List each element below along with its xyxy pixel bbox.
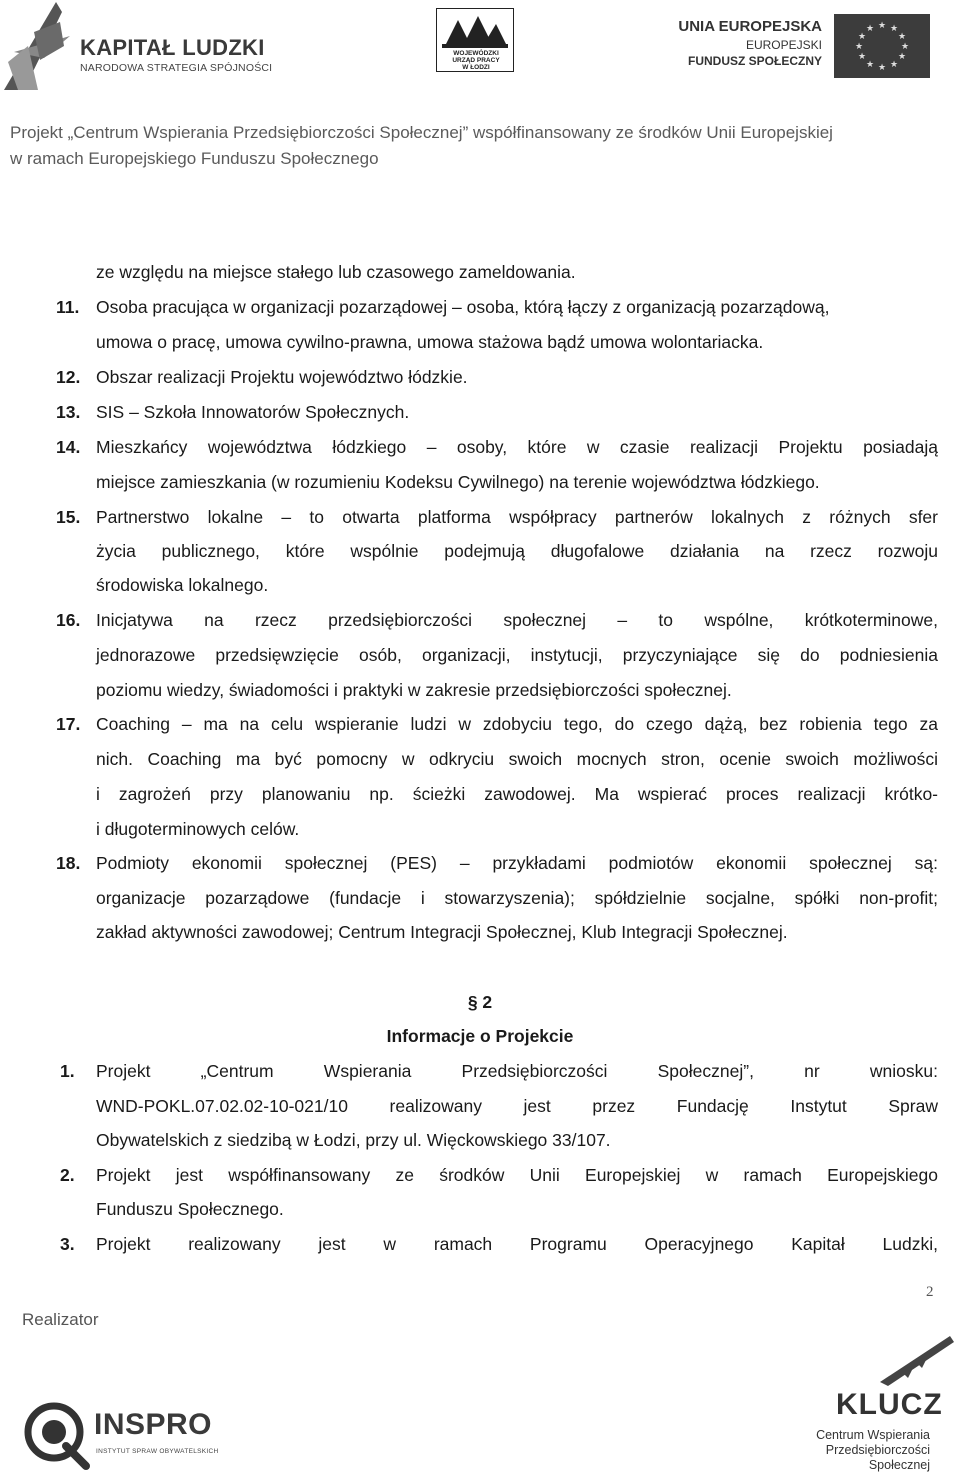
- kapital-ludzki-subtitle: NARODOWA STRATEGIA SPÓJNOŚCI: [80, 62, 273, 74]
- text-line: Inicjatywa na rzecz przedsiębiorczości społecznej – to wspólne, krótkoterminowe,: [96, 610, 938, 630]
- text-line: Projekt jest współfinansowany ze środków Unii Europejskiej w ramach Europejskiego: [96, 1165, 938, 1185]
- text-line: Obywatelskich z siedzibą w Łodzi, przy ul. Więckowskiego 33/107.: [96, 1130, 611, 1150]
- text-line: życia publicznego, które wspólnie podejmują długofalowe działania na rzecz rozwoju: [96, 541, 938, 561]
- eu-logo-line1: UNIA EUROPEJSKA: [678, 18, 822, 35]
- text-line: zakład aktywności zawodowej; Centrum Integracji Społecznej, Klub Integracji Społecznej.: [96, 922, 788, 942]
- text-line: i zagrożeń przy planowaniu np. ścieżki zawodowej. Ma wspierać proces realizacji krótko-: [96, 784, 938, 804]
- kapital-ludzki-logo: [4, 2, 274, 90]
- item-number: 13.: [56, 402, 81, 422]
- item-number: 18.: [56, 853, 81, 873]
- section-mark: § 2: [467, 992, 493, 1012]
- text-line: Projekt realizowany jest w ramach Programu Operacyjnego Kapitał Ludzki,: [96, 1234, 938, 1254]
- page-number: 2: [926, 1284, 934, 1300]
- klucz-subtitle: Centrum Wspierania Przedsiębiorczości Społecznej: [816, 1428, 930, 1472]
- text-line: SIS – Szkoła Innowatorów Społecznych.: [96, 402, 410, 422]
- eu-logo-line2: EUROPEJSKI: [745, 38, 822, 52]
- eu-logo: [680, 12, 932, 78]
- svg-text:★: ★: [854, 42, 864, 52]
- svg-text:★: ★: [877, 21, 887, 31]
- text-line: środowiska lokalnego.: [96, 575, 269, 595]
- klucz-logo: [810, 1330, 955, 1476]
- text-line: nich. Coaching ma być pomocny w odkryciu swoich mocnych stron, ocenie swoich możliwości: [96, 749, 938, 769]
- item-number: 16.: [56, 610, 81, 630]
- text-line: Coaching – ma na celu wspieranie ludzi w zdobyciu tego, do czego dążą, bez robienia tego za: [96, 714, 938, 734]
- text-line: ze względu na miejsce stałego lub czasowego zameldowania.: [96, 262, 576, 282]
- kapital-ludzki-star-icon: [4, 2, 72, 90]
- item-number: 17.: [56, 714, 81, 734]
- text-line: jednorazowe przedsięwzięcie osób, organizacji, instytucji, przyczyniające się do podniesienia: [96, 645, 938, 665]
- text-line: Mieszkańcy województwa łódzkiego – osoby, które w czasie realizacji Projektu posiadają: [96, 437, 938, 457]
- svg-text:★: ★: [897, 32, 907, 42]
- svg-text:★: ★: [889, 24, 899, 34]
- svg-text:★: ★: [865, 24, 875, 34]
- item-number: 14.: [56, 437, 81, 457]
- text-line: WND-POKL.07.02.02-10-021/10 realizowany jest przez Fundację Instytut Spraw: [96, 1096, 938, 1116]
- text-line: i długoterminowych celów.: [96, 819, 300, 839]
- eu-logo-line3: FUNDUSZ SPOŁECZNY: [687, 54, 822, 68]
- text-line: Podmioty ekonomii społecznej (PES) – przykładami podmiotów ekonomii społecznej są:: [96, 853, 938, 873]
- svg-text:★: ★: [877, 63, 887, 73]
- svg-text:★: ★: [857, 32, 867, 42]
- project-header-line2: w ramach Europejskiego Funduszu Społecznego: [10, 149, 379, 168]
- svg-text:★: ★: [889, 60, 899, 70]
- item-number: 1.: [60, 1061, 75, 1081]
- text-line: Partnerstwo lokalne – to otwarta platforma współpracy partnerów lokalnych z różnych sfer: [96, 507, 938, 527]
- section-title: Informacje o Projekcie: [386, 1026, 574, 1046]
- item-number: 15.: [56, 507, 81, 527]
- text-line: Osoba pracująca w organizacji pozarządowej – osoba, którą łączy z organizacją pozarządową,: [96, 297, 830, 317]
- svg-text:★: ★: [897, 52, 907, 62]
- svg-text:★: ★: [900, 42, 910, 52]
- text-line: miejsce zamieszkania (w rozumieniu Kodeksu Cywilnego) na terenie województwa łódzkiego.: [96, 472, 820, 492]
- item-number: 12.: [56, 367, 81, 387]
- kapital-ludzki-title: KAPITAŁ LUDZKI: [80, 35, 265, 60]
- text-line: organizacje pozarządowe (fundacje i stowarzyszenia); spółdzielnie socjalne, spółki non-profit;: [96, 888, 938, 908]
- item-number: 2.: [60, 1165, 75, 1185]
- text-line: umowa o pracę, umowa cywilno-prawna, umowa stażowa bądź umowa wolontariacka.: [96, 332, 764, 352]
- text-line: Funduszu Społecznego.: [96, 1199, 284, 1219]
- inspro-name: INSPRO: [94, 1408, 213, 1441]
- wup-lodz-logo: [436, 8, 514, 72]
- svg-text:★: ★: [865, 60, 875, 70]
- klucz-key-icon: [810, 1330, 955, 1390]
- text-line: poziomu wiedzy, świadomości i praktyki w zakresie przedsiębiorczości społecznej.: [96, 680, 732, 700]
- inspro-emblem-icon: [22, 1400, 92, 1470]
- item-number: 11.: [56, 297, 80, 317]
- wup-caption: WOJEWÓDZKI URZĄD PRACY W ŁODZI: [452, 50, 500, 71]
- text-line: Obszar realizacji Projektu województwo łódzkie.: [96, 367, 468, 387]
- project-header-line1: Projekt „Centrum Wspierania Przedsiębiorczości Społecznej” współfinansowany ze środków Unii Europejskiej: [10, 123, 833, 142]
- svg-text:★: ★: [857, 52, 867, 62]
- item-number: 3.: [60, 1234, 75, 1254]
- inspro-logo: [22, 1400, 219, 1470]
- eu-flag-icon: [834, 14, 930, 78]
- text-line: Projekt „Centrum Wspierania Przedsiębiorczości Społecznej”, nr wniosku:: [96, 1061, 938, 1081]
- inspro-subtitle: INSTYTUT SPRAW OBYWATELSKICH: [96, 1448, 219, 1455]
- project-header: [10, 120, 833, 172]
- realizator-label: Realizator: [22, 1310, 99, 1329]
- klucz-name: KLUCZ: [836, 1388, 943, 1421]
